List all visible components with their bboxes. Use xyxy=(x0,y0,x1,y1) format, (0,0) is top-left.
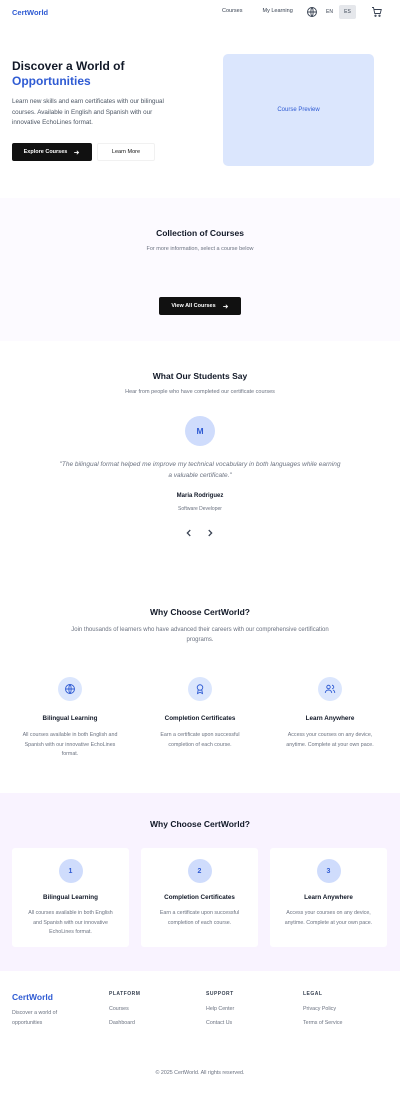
why-choose-title: Why Choose CertWorld? xyxy=(150,607,250,617)
footer-link-help-center[interactable]: Help Center xyxy=(206,1006,235,1012)
avatar: M xyxy=(185,416,215,446)
collection-section xyxy=(0,198,400,341)
copyright: © 2025 CertWorld. All rights reserved. xyxy=(155,1070,245,1076)
testimonials-title: What Our Students Say xyxy=(152,371,248,381)
hero-title xyxy=(12,59,192,89)
card-bilingual xyxy=(12,848,129,947)
nav-courses[interactable]: Courses xyxy=(222,8,243,14)
hero-description: Learn new skills and earn certificates with our bilingual courses. Available in English and Spanish with our innovative EchoLines format. xyxy=(12,98,164,126)
nav-my-learning[interactable]: My Learning xyxy=(262,8,293,14)
footer-link-contact-us[interactable]: Contact Us xyxy=(206,1020,233,1026)
testimonials-subtitle: Hear from people who have completed our certificate courses xyxy=(125,389,275,395)
card-title: Bilingual Learning xyxy=(43,894,98,901)
step-number: 3 xyxy=(317,859,341,883)
feature-text: All courses available in both English and Spanish with our innovative EchoLines format. xyxy=(22,732,118,757)
footer-heading: SUPPORT xyxy=(206,991,234,997)
footer-legal xyxy=(303,991,342,1026)
lang-en-button[interactable]: EN xyxy=(321,5,338,19)
course-preview[interactable] xyxy=(223,54,374,166)
explore-courses-button[interactable] xyxy=(12,143,92,161)
collection-subtitle: For more information, select a course below xyxy=(146,246,254,252)
logo[interactable]: CertWorld xyxy=(12,8,49,17)
feature-bilingual xyxy=(5,677,135,760)
view-all-courses-label: View All Courses xyxy=(171,303,216,309)
feature-text: Earn a certificate upon successful completion of each course. xyxy=(160,732,240,748)
footer-link-dashboard[interactable]: Dashboard xyxy=(109,1020,135,1026)
footer-platform xyxy=(109,991,140,1026)
step-number: 2 xyxy=(188,859,212,883)
footer-support xyxy=(206,991,234,1026)
users-icon xyxy=(318,677,342,701)
card-text: All courses available in both English and Spanish with our innovative EchoLines format. xyxy=(28,910,113,935)
why-choose-cards-section xyxy=(0,793,400,971)
cart-icon[interactable] xyxy=(371,6,383,18)
collection-title: Collection of Courses xyxy=(156,228,244,238)
globe-icon[interactable] xyxy=(306,6,318,18)
card-text: Earn a certificate upon successful completion of each course. xyxy=(159,910,240,926)
arrow-right-icon xyxy=(73,149,80,156)
chevron-right-icon[interactable] xyxy=(205,528,215,538)
feature-title: Completion Certificates xyxy=(164,715,236,722)
testimonial-quote: "The bilingual format helped me improve my technical vocabulary in both languages while earning a valuable certificate." xyxy=(59,461,341,479)
card-text: Access your courses on any device, anytime. Complete at your own pace. xyxy=(284,910,373,926)
lang-es-button[interactable]: ES xyxy=(339,5,356,19)
card-anywhere xyxy=(270,848,387,947)
chevron-left-icon[interactable] xyxy=(184,528,194,538)
card-certificates xyxy=(141,848,258,947)
feature-text: Access your courses on any device, anytime. Complete at your own pace. xyxy=(286,732,374,748)
card-title: Completion Certificates xyxy=(164,894,235,901)
step-number: 1 xyxy=(59,859,83,883)
card-title: Learn Anywhere xyxy=(304,894,353,901)
globe-icon xyxy=(58,677,82,701)
why-choose-section xyxy=(0,571,400,793)
feature-title: Learn Anywhere xyxy=(305,715,355,722)
footer-heading: PLATFORM xyxy=(109,991,141,997)
why-choose-cards-title: Why Choose CertWorld? xyxy=(150,819,250,829)
hero-title-line1: Discover a World of xyxy=(12,59,125,73)
hero-section xyxy=(0,25,400,195)
course-preview-label: Course Preview xyxy=(277,107,320,113)
footer-link-privacy[interactable]: Privacy Policy xyxy=(303,1006,336,1012)
testimonials-section xyxy=(0,341,400,571)
footer-heading: LEGAL xyxy=(303,991,323,997)
testimonial-author: Maria Rodriguez xyxy=(176,493,224,499)
award-icon xyxy=(188,677,212,701)
site-footer xyxy=(0,971,400,1097)
arrow-right-icon xyxy=(222,303,229,310)
footer-logo[interactable]: CertWorld xyxy=(12,992,53,1002)
footer-link-courses[interactable]: Courses xyxy=(109,1006,129,1012)
site-header xyxy=(0,0,400,25)
explore-courses-label: Explore Courses xyxy=(23,149,68,155)
hero-title-line2: Opportunities xyxy=(12,74,91,88)
learn-more-button[interactable]: Learn More xyxy=(97,143,155,161)
footer-link-terms[interactable]: Terms of Service xyxy=(303,1020,343,1026)
why-choose-subtitle: Join thousands of learners who have advanced their careers with our comprehensive certification programs. xyxy=(71,627,329,643)
feature-certificates xyxy=(135,677,265,750)
feature-anywhere xyxy=(265,677,395,750)
footer-tagline: Discover a world of opportunities xyxy=(12,1010,58,1026)
feature-title: Bilingual Learning xyxy=(42,715,98,722)
testimonial-role: Software Developer xyxy=(178,506,222,512)
view-all-courses-button[interactable] xyxy=(159,297,241,315)
main-nav xyxy=(222,8,293,14)
